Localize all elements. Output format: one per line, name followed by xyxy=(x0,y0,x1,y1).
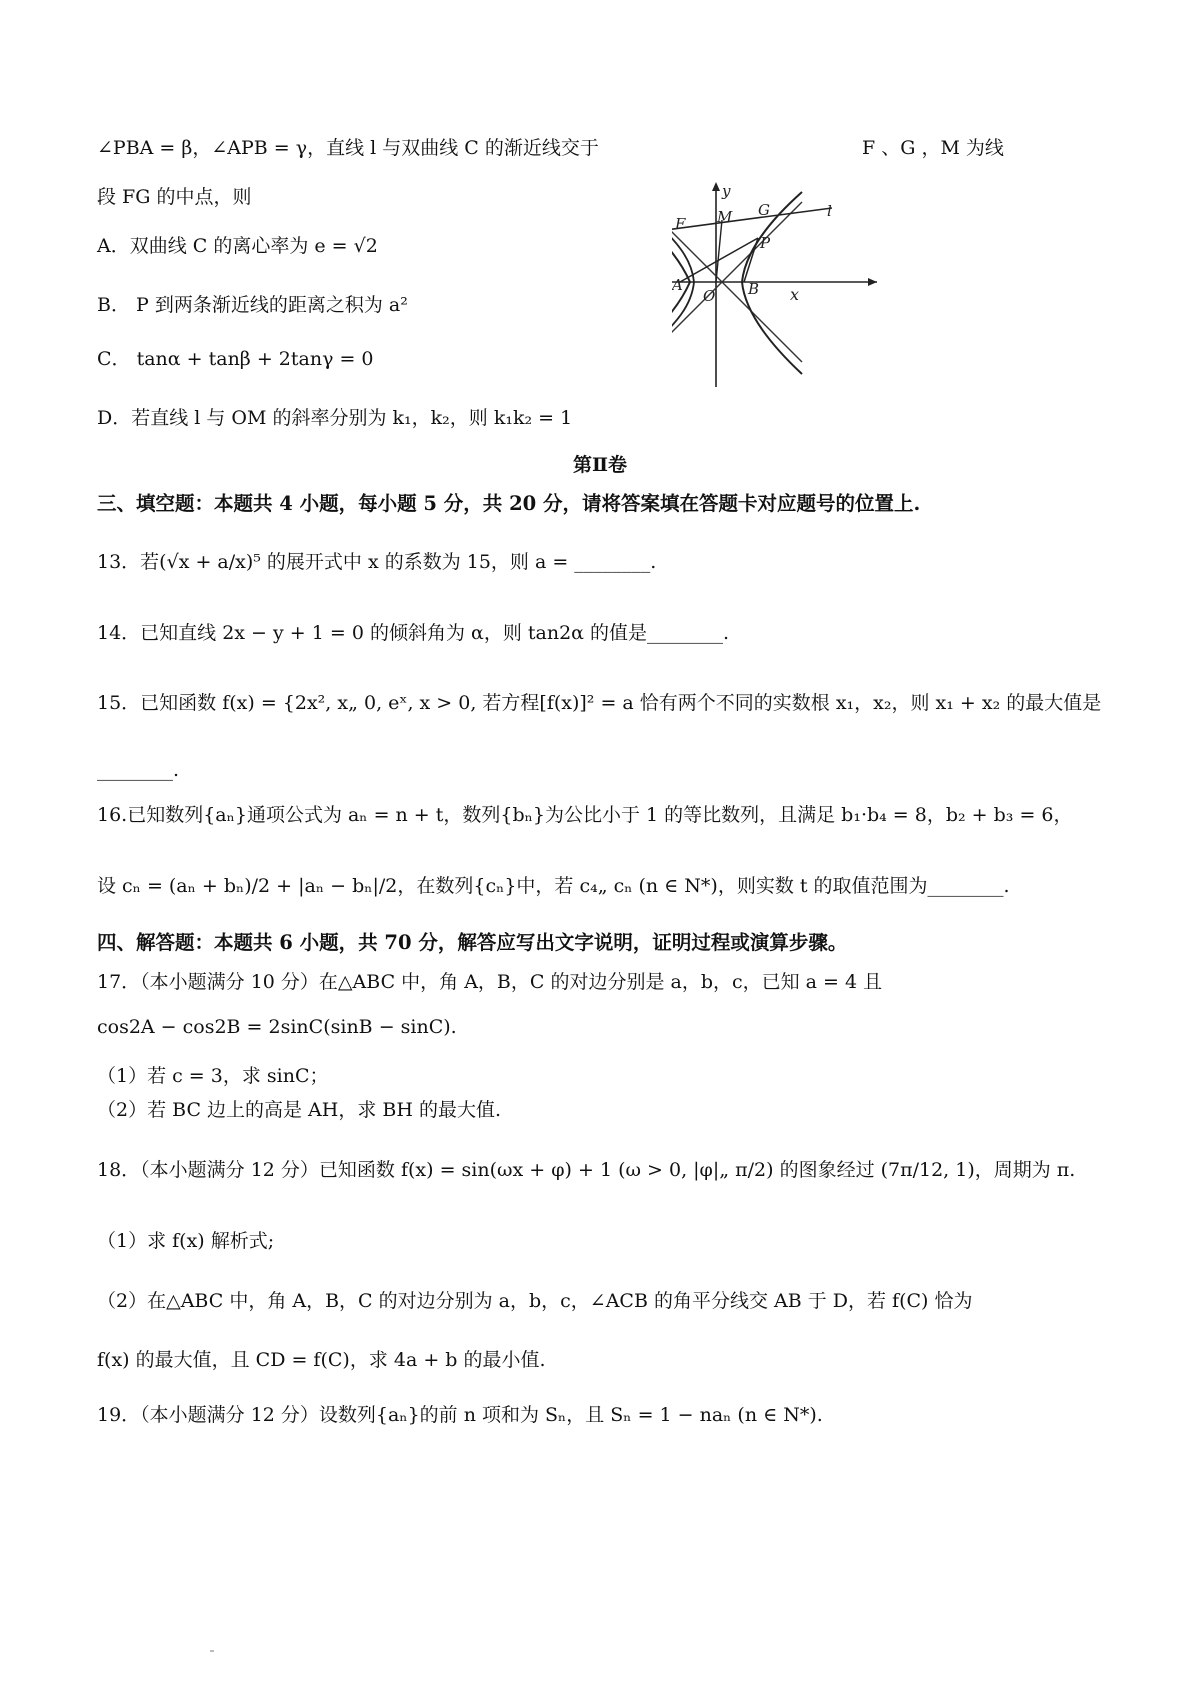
hyperbola-diagram xyxy=(672,182,887,407)
section-4-heading: 四、解答题：本题共 6 小题，共 70 分，解答应写出文字说明，证明过程或演算步骤。 xyxy=(97,931,848,954)
question-17-part-1: （1）若 c = 3，求 sinC； xyxy=(97,1065,329,1087)
label-M: M xyxy=(717,208,733,226)
option-d: D．若直线 l 与 OM 的斜率分别为 k₁，k₂，则 k₁k₂ = 1 xyxy=(97,407,573,429)
question-15-blank: ________. xyxy=(97,759,180,781)
option-b: B． P 到两条渐近线的距离之积为 a² xyxy=(97,294,408,316)
question-14: 14．已知直线 2x − y + 1 = 0 的倾斜角为 α，则 tan2α 的值是________. xyxy=(97,622,730,644)
label-G: G xyxy=(758,201,770,219)
question-16: 16.已知数列{aₙ}通项公式为 aₙ = n + t，数列{bₙ}为公比小于 1 的等比数列，且满足 b₁·b₄ = 8，b₂ + b₃ = 6， xyxy=(97,804,1073,826)
question-17-part-2: （2）若 BC 边上的高是 AH，求 BH 的最大值. xyxy=(97,1099,502,1121)
label-l: l xyxy=(827,202,832,220)
text-line-1: ∠PBA = β，∠APB = γ，直线 l 与双曲线 C 的渐近线交于 xyxy=(97,137,599,159)
question-19: 19．（本小题满分 12 分）设数列{aₙ}的前 n 项和为 Sₙ，且 Sₙ = 1 − naₙ (n ∈ N*). xyxy=(97,1404,823,1426)
question-18-part-1: （1）求 f(x) 解析式; xyxy=(97,1230,275,1252)
option-c: C． tanα + tanβ + 2tanγ = 0 xyxy=(97,348,374,370)
label-P: P xyxy=(760,234,771,252)
label-x: x xyxy=(790,285,800,304)
question-16-cont: 设 cₙ = (aₙ + bₙ)/2 + |aₙ − bₙ|/2，在数列{cₙ}中，若 c₄„ cₙ (n ∈ N*)，则实数 t 的取值范围为________. xyxy=(97,875,1010,897)
question-13: 13．若(√x + a/x)⁵ 的展开式中 x 的系数为 15，则 a = ________. xyxy=(97,551,657,573)
volume-2-title: 第Ⅱ卷 xyxy=(572,454,627,476)
question-18-part-2: （2）在△ABC 中，角 A，B，C 的对边分别为 a，b，c，∠ACB 的角平分线交 AB 于 D，若 f(C) 恰为 xyxy=(97,1290,973,1312)
question-15: 15．已知函数 f(x) = {2x², x„ 0, eˣ, x > 0, 若方程[f(x)]² = a 恰有两个不同的实数根 x₁，x₂，则 x₁ + x₂ 的最大值是 xyxy=(97,692,1102,714)
text-line-2: 段 FG 的中点，则 xyxy=(97,186,252,208)
label-A: A xyxy=(672,276,683,294)
option-a: A．双曲线 C 的离心率为 e = √2 xyxy=(97,235,378,257)
hyperbola-figure xyxy=(672,182,887,407)
label-O: O xyxy=(703,287,716,305)
question-18: 18．（本小题满分 12 分）已知函数 f(x) = sin(ωx + φ) + 1 (ω > 0, |φ|„ π/2) 的图象经过 (7π/12, 1)，周期为 π. xyxy=(97,1159,1076,1181)
section-3-heading: 三、填空题：本题共 4 小题，每小题 5 分，共 20 分，请将答案填在答题卡对应题号的位置上. xyxy=(97,492,921,515)
question-17-condition: cos2A − cos2B = 2sinC(sinB − sinC). xyxy=(97,1016,457,1038)
text-line-1-right: F 、G ，M 为线 xyxy=(862,137,1004,159)
question-17: 17．（本小题满分 10 分）在△ABC 中，角 A，B，C 的对边分别是 a，b，c，已知 a = 4 且 xyxy=(97,971,883,993)
page-mark xyxy=(210,1650,214,1652)
label-y: y xyxy=(722,182,731,200)
question-18-part-2-cont: f(x) 的最大值，且 CD = f(C)，求 4a + b 的最小值. xyxy=(97,1349,546,1371)
label-F: F xyxy=(675,215,686,233)
label-B: B xyxy=(748,280,760,298)
